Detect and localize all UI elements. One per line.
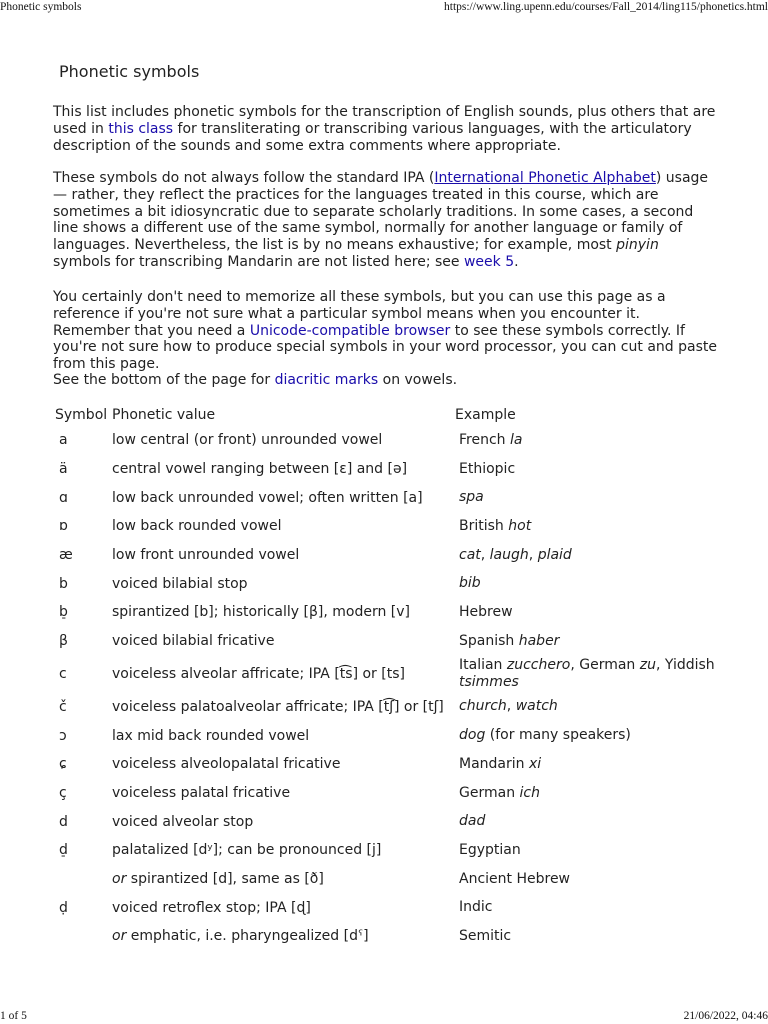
this-class-link[interactable]: this class xyxy=(108,120,174,137)
symbol-cell: ɑ xyxy=(59,489,68,506)
example-cell xyxy=(455,483,723,512)
example-text: German xyxy=(459,784,520,801)
example-text: Egyptian xyxy=(459,841,521,858)
print-footer xyxy=(0,1010,768,1024)
example-cell xyxy=(455,893,723,922)
value-column-header: Phonetic value xyxy=(112,407,216,423)
example-cell xyxy=(455,656,723,693)
pinyin-emphasis: pinyin xyxy=(616,237,659,254)
diacritic-paragraph xyxy=(53,372,718,389)
phonetic-value-cell xyxy=(112,627,455,656)
table-row xyxy=(53,627,723,656)
example-word: haber xyxy=(518,632,560,649)
diacritic-text-a: See the bottom of the page for xyxy=(53,372,275,388)
page-title: Phonetic symbols xyxy=(59,62,200,81)
phonetic-value-cell xyxy=(112,750,455,779)
phonetic-value-text: voiceless palatoalveolar affricate; IPA [t͡ʃ] or [tʃ] xyxy=(112,698,444,715)
table-row xyxy=(53,922,723,951)
phonetic-value-cell xyxy=(112,836,455,865)
table-row xyxy=(53,426,723,455)
example-cell xyxy=(455,922,723,951)
symbol-cell: ä xyxy=(59,461,68,478)
phonetic-value-cell xyxy=(112,893,455,922)
table-row xyxy=(53,512,723,541)
example-word: xi xyxy=(528,755,542,772)
example-text: Mandarin xyxy=(459,755,529,772)
phonetic-value-text: voiced retroflex stop; IPA [ɖ] xyxy=(112,899,311,916)
example-text: Semitic xyxy=(459,927,512,944)
example-column-header: Example xyxy=(455,407,516,423)
table-header-row xyxy=(53,404,723,426)
example-word: cat xyxy=(459,546,481,563)
phonetic-value-cell xyxy=(112,656,455,693)
symbol-column-header: Symbol xyxy=(55,407,108,423)
example-word: church xyxy=(459,698,507,715)
phonetic-value-text: low central (or front) unrounded vowel xyxy=(112,432,383,449)
phonetic-value-cell xyxy=(112,721,455,750)
week5-link[interactable]: week 5 xyxy=(463,253,515,270)
reference-text-a: You certainly don't need to memorize all these symbols, but you can use this page as a reference if you're not sure what a particular symbol means when you encounter it. Remember that you need a xyxy=(53,289,666,339)
table-row xyxy=(53,693,723,722)
phonetic-value-text: low back rounded vowel xyxy=(112,518,282,535)
symbol-cell xyxy=(53,865,112,894)
example-word: hot xyxy=(508,518,532,534)
diacritic-marks-link[interactable]: diacritic marks xyxy=(274,372,379,388)
example-text: Ethiopic xyxy=(459,460,516,477)
table-row xyxy=(53,807,723,836)
symbol-cell xyxy=(53,922,112,951)
phonetic-value-text: spirantized [b]; historically [β], modern [v] xyxy=(112,604,410,621)
print-header-title: Phonetic symbols xyxy=(0,1,82,13)
phonetic-value-cell xyxy=(112,693,455,722)
ipa-text-d: . xyxy=(514,253,519,270)
intro-text-b: for transliterating or transcribing various languages, with the articulatory description of the sounds and some extra comments where appropriate. xyxy=(53,120,692,154)
table-row xyxy=(53,836,723,865)
table-row xyxy=(53,598,723,627)
phonetic-value-cell xyxy=(112,598,455,627)
ipa-text-c: symbols for transcribing Mandarin are not listed here; see xyxy=(53,253,464,270)
example-text: Spanish xyxy=(459,632,519,649)
symbol-cell: ɕ xyxy=(59,756,67,773)
table-row xyxy=(53,779,723,808)
example-text: French xyxy=(459,431,510,448)
example-cell xyxy=(455,541,723,570)
phonetic-value-text: voiceless alveolar affricate; IPA [t͡s] or [ts] xyxy=(112,666,405,682)
reference-text-b: to see these symbols correctly. If you're not sure how to produce special symbols in your word processor, you can cut and paste from this page. xyxy=(53,322,717,373)
table-row xyxy=(53,483,723,512)
example-cell xyxy=(455,569,723,598)
example-cell xyxy=(455,693,723,722)
example-word: la xyxy=(510,431,523,448)
phonetic-value-cell xyxy=(112,807,455,836)
phonetic-value-text: voiced bilabial stop xyxy=(112,575,248,592)
example-word: tsimmes xyxy=(459,674,519,690)
ipa-text-a: These symbols do not always follow the standard IPA ( xyxy=(53,170,435,186)
example-text: , xyxy=(480,546,490,563)
reference-paragraph xyxy=(53,289,718,373)
table-row xyxy=(53,656,723,693)
print-header xyxy=(0,0,768,16)
phonetic-value-cell xyxy=(112,426,455,455)
example-cell xyxy=(455,455,723,484)
phonetic-value-cell xyxy=(112,922,455,951)
symbol-cell: ɔ xyxy=(59,727,67,744)
phonetic-value-text: voiceless palatal fricative xyxy=(112,784,291,801)
phonetic-symbols-table xyxy=(53,404,723,951)
example-word: zu xyxy=(639,657,656,674)
phonetic-value-text: voiced bilabial fricative xyxy=(112,633,275,650)
symbol-cell: d xyxy=(59,813,68,830)
symbol-cell: ɒ xyxy=(59,518,68,535)
phonetic-value-text: palatalized [dʸ]; can be pronounced [j] xyxy=(112,842,382,859)
ipa-paragraph xyxy=(53,170,718,271)
example-word: laugh xyxy=(489,546,529,563)
phonetic-value-cell xyxy=(112,512,455,541)
symbol-cell: b̠ xyxy=(59,604,68,621)
phonetic-value-cell xyxy=(112,865,455,894)
example-cell xyxy=(455,807,723,836)
example-word: bib xyxy=(459,575,481,592)
example-cell xyxy=(455,426,723,455)
intro-text-a: This list includes phonetic symbols for the transcription of English sounds, plus others that are used in xyxy=(53,104,716,137)
phonetic-value-text: central vowel ranging between [ɛ] and [ə] xyxy=(112,461,408,478)
example-text: , Yiddish xyxy=(655,657,715,674)
symbol-cell: b xyxy=(59,575,68,592)
symbol-cell: d̠ xyxy=(59,842,68,859)
phonetic-value-text: lax mid back rounded vowel xyxy=(112,727,310,744)
example-cell xyxy=(455,865,723,894)
example-word: dad xyxy=(459,813,486,830)
symbol-cell: č xyxy=(59,698,67,715)
example-text: , xyxy=(528,546,538,563)
example-word: watch xyxy=(515,698,558,715)
example-cell xyxy=(455,836,723,865)
symbol-cell: β xyxy=(59,633,68,650)
symbol-cell: ḍ xyxy=(59,899,68,916)
example-text: British xyxy=(459,518,509,534)
print-datetime: 21/06/2022, 04:46 xyxy=(683,1010,768,1022)
phonetic-value-cell xyxy=(112,569,455,598)
table-row xyxy=(53,893,723,922)
example-text: , xyxy=(506,698,516,715)
example-word: ich xyxy=(519,784,540,801)
phonetic-value-cell xyxy=(112,455,455,484)
print-header-url: https://www.ling.upenn.edu/courses/Fall_2014/ling115/phonetics.html xyxy=(444,1,768,13)
ipa-link[interactable]: International Phonetic Alphabet xyxy=(434,170,656,186)
example-cell xyxy=(455,750,723,779)
example-word: dog xyxy=(459,727,486,744)
phonetic-value-text: low back unrounded vowel; often written [a] xyxy=(112,489,423,506)
phonetic-value-cell xyxy=(112,779,455,808)
ipa-text-b: ) usage — rather, they reflect the practices for the languages treated in this course, which are sometimes a bit idiosyncratic due to separate scholarly traditions. In some cases, a second line shows a different use of the same symbol, normally for another language or family of languages. Nevertheless, the list is by no means exhaustive; for example, most xyxy=(53,170,709,254)
example-word: spa xyxy=(459,489,484,506)
example-word: zucchero xyxy=(506,657,571,674)
example-text: Hebrew xyxy=(459,604,513,621)
example-cell xyxy=(455,779,723,808)
table-body xyxy=(53,426,723,951)
table-row xyxy=(53,721,723,750)
page-number: 1 of 5 xyxy=(0,1010,27,1022)
example-word: plaid xyxy=(537,546,572,563)
symbol-cell: c xyxy=(59,666,67,682)
alternative-marker: or xyxy=(112,928,127,945)
example-text: Italian xyxy=(459,657,507,674)
symbol-cell: a xyxy=(59,432,68,449)
example-text: Indic xyxy=(459,899,493,916)
table-row xyxy=(53,865,723,894)
phonetic-value-text: low front unrounded vowel xyxy=(112,547,300,564)
example-cell xyxy=(455,512,723,541)
main-content xyxy=(53,60,718,388)
phonetic-value-text: emphatic, i.e. pharyngealized [dˤ] xyxy=(126,928,369,945)
phonetic-value-cell xyxy=(112,483,455,512)
phonetic-value-text: spirantized [d], same as [ð] xyxy=(126,870,324,887)
example-text: Ancient Hebrew xyxy=(459,870,571,887)
table-row xyxy=(53,569,723,598)
intro-paragraph xyxy=(53,104,718,154)
table-row xyxy=(53,455,723,484)
example-cell xyxy=(455,627,723,656)
symbol-cell: æ xyxy=(59,547,73,564)
example-cell xyxy=(455,598,723,627)
symbol-cell: ç xyxy=(59,784,67,801)
phonetic-value-cell xyxy=(112,541,455,570)
table-header xyxy=(53,404,723,426)
unicode-browser-link[interactable]: Unicode-compatible browser xyxy=(249,322,451,339)
alternative-marker: or xyxy=(112,870,127,887)
example-cell xyxy=(455,721,723,750)
phonetic-value-text: voiced alveolar stop xyxy=(112,813,254,830)
table-row xyxy=(53,750,723,779)
phonetic-value-text: voiceless alveolopalatal fricative xyxy=(112,756,341,773)
diacritic-text-b: on vowels. xyxy=(378,372,458,388)
example-text: (for many speakers) xyxy=(485,727,631,744)
example-text: , German xyxy=(570,657,640,674)
table-row xyxy=(53,541,723,570)
